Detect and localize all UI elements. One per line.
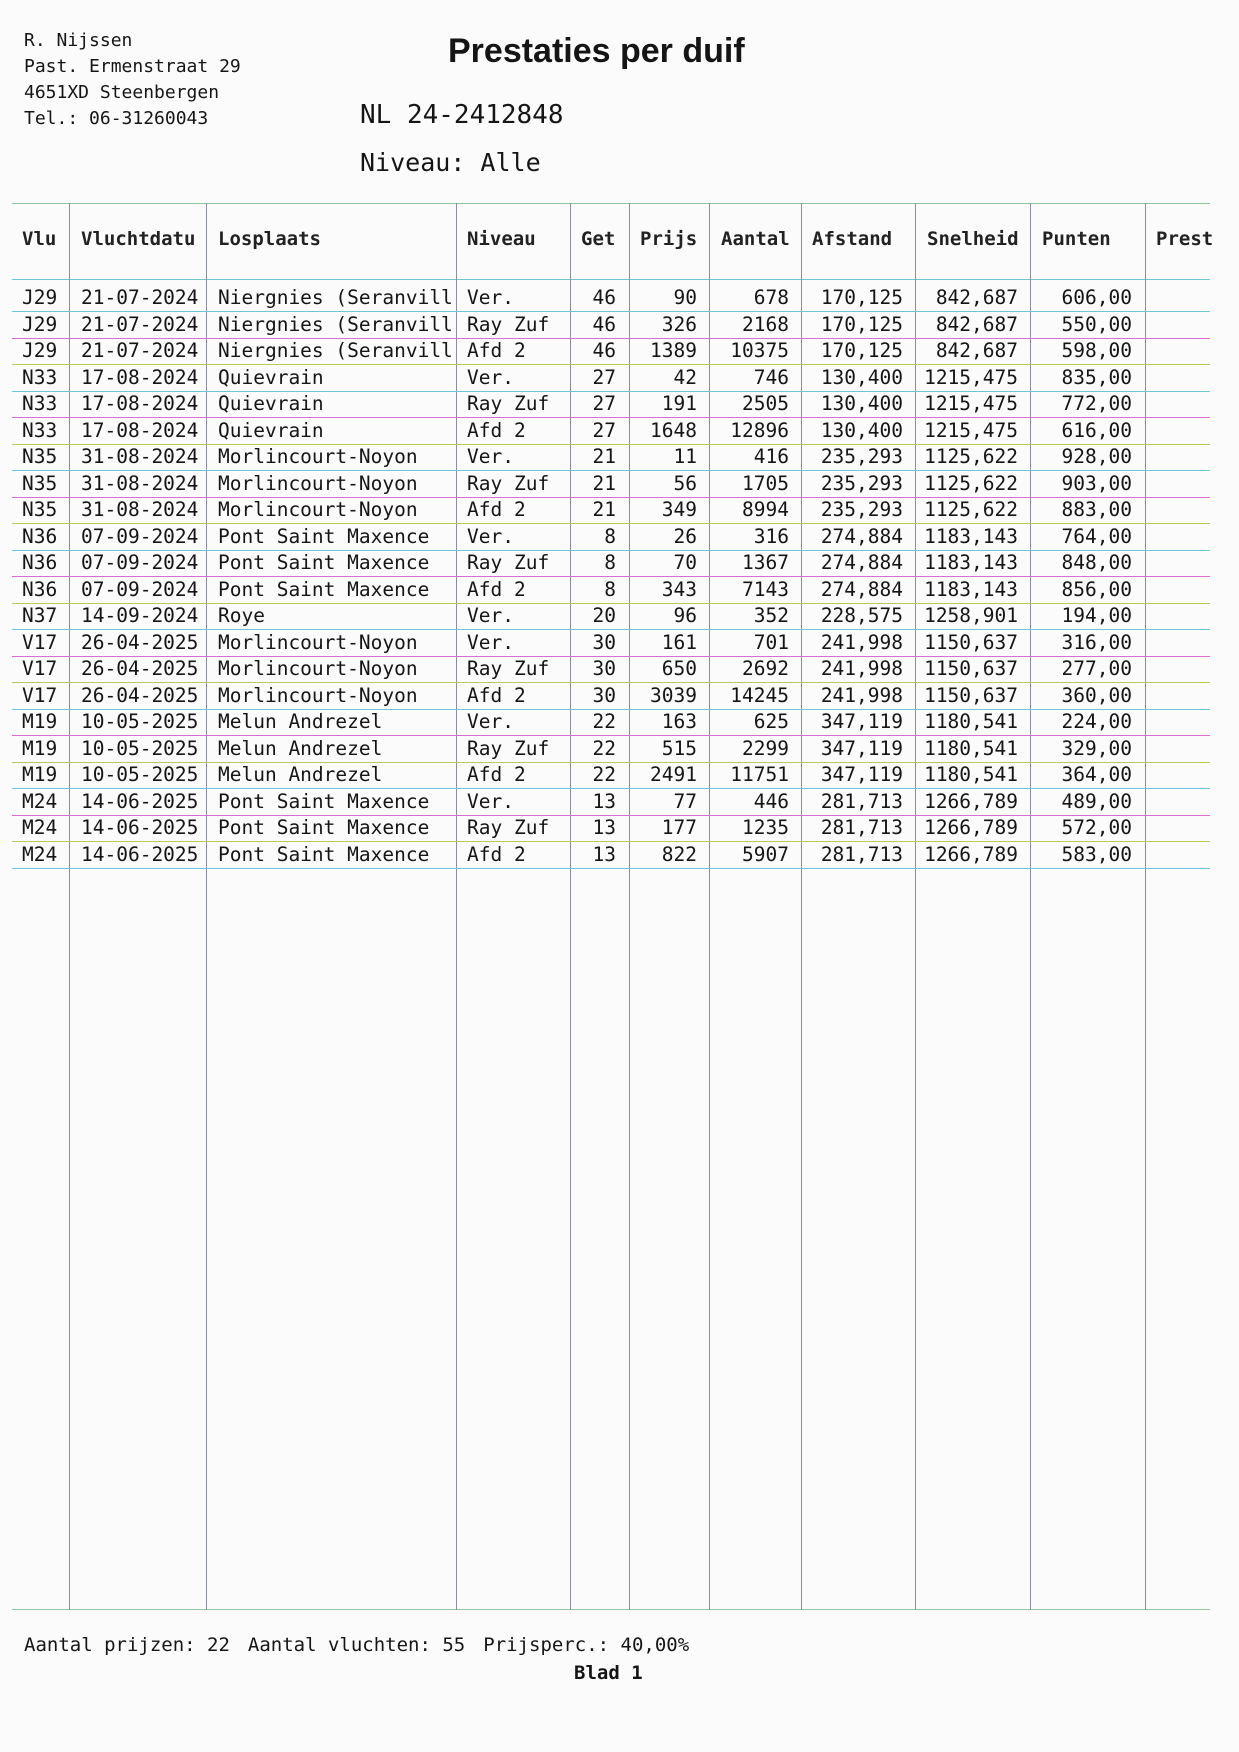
cell-afstand: 170,125 [820,312,903,336]
cell-prijs: 191 [661,392,697,415]
cell-place: Pont Saint Maxence [218,577,430,601]
cell-prijs: 161 [661,630,697,654]
cell-prijs: 96 [673,604,697,627]
cell-vlu: J29 [22,312,58,336]
cell-aantal: 12896 [730,418,789,442]
cell-aantal: 446 [753,789,789,813]
cell-level: Ver. [467,630,514,654]
cell-afstand: 130,400 [820,365,903,389]
cell-date: 26-04-2025 [81,683,199,707]
cell-date: 07-09-2024 [81,524,199,548]
cell-date: 17-08-2024 [81,392,199,415]
sender-street: Past. Ermenstraat 29 [24,56,241,77]
cell-punten: 329,00 [1061,736,1132,760]
cell-get: 20 [592,604,616,627]
cell-date: 26-04-2025 [81,630,199,654]
cell-level: Ver. [467,524,514,548]
cell-level: Ray Zuf [467,392,550,415]
cell-vlu: N35 [22,445,58,468]
cell-level: Ray Zuf [467,657,550,680]
cell-punten: 360,00 [1061,683,1132,707]
cell-prijs: 70 [673,551,697,574]
cell-place: Morlincourt-Noyon [218,498,418,521]
cell-level: Ver. [467,445,514,468]
column-header: Niveau [467,228,536,250]
cell-prijs: 1648 [650,418,697,442]
cell-punten: 835,00 [1061,365,1132,389]
cell-prijs: 56 [673,471,697,495]
cell-place: Pont Saint Maxence [218,816,430,839]
cell-snelheid: 1180,541 [924,736,1018,760]
cell-get: 8 [604,524,616,548]
table-row [0,761,1239,787]
cell-afstand: 241,998 [820,683,903,707]
cell-afstand: 170,125 [820,339,903,362]
cell-get: 22 [592,763,616,786]
cell-get: 22 [592,710,616,733]
cell-get: 8 [604,577,616,601]
table-row [0,364,1239,390]
table-row [0,788,1239,814]
cell-punten: 928,00 [1061,445,1132,468]
cell-punten: 583,00 [1061,842,1132,866]
table-row [0,311,1239,337]
table-row [0,443,1239,469]
sender-address [24,28,241,132]
cell-level: Ver. [467,286,514,309]
cell-aantal: 1367 [742,551,789,574]
cell-place: Niergnies (Seranvill [218,312,453,336]
cell-snelheid: 842,687 [935,312,1018,336]
table-row [0,523,1239,549]
cell-aantal: 2692 [742,657,789,680]
cell-get: 13 [592,842,616,866]
table-row [0,735,1239,761]
cell-punten: 550,00 [1061,312,1132,336]
table-row [0,470,1239,496]
cell-afstand: 347,119 [820,763,903,786]
cell-level: Ver. [467,710,514,733]
table-row [0,682,1239,708]
cell-prijs: 177 [661,816,697,839]
column-header: Prest [1156,228,1214,250]
cell-vlu: M24 [22,842,58,866]
cell-prijs: 343 [661,577,697,601]
cell-get: 30 [592,657,616,680]
cell-snelheid: 1215,475 [924,392,1018,415]
cell-level: Ray Zuf [467,312,550,336]
cell-afstand: 235,293 [820,471,903,495]
cell-vlu: V17 [22,657,58,680]
cell-aantal: 8994 [742,498,789,521]
page-number: Blad 1 [574,1662,643,1684]
cell-aantal: 1235 [742,816,789,839]
cell-get: 30 [592,630,616,654]
cell-place: Quievrain [218,365,324,389]
cell-date: 14-09-2024 [81,604,199,627]
cell-aantal: 701 [753,630,789,654]
cell-prijs: 90 [673,286,697,309]
cell-punten: 616,00 [1061,418,1132,442]
cell-prijs: 1389 [650,339,697,362]
cell-vlu: N33 [22,365,58,389]
cell-level: Afd 2 [467,842,526,866]
cell-aantal: 2299 [742,736,789,760]
table-row [0,814,1239,840]
cell-date: 10-05-2025 [81,736,199,760]
cell-aantal: 2168 [742,312,789,336]
cell-get: 13 [592,789,616,813]
cell-aantal: 5907 [742,842,789,866]
cell-prijs: 77 [673,789,697,813]
cell-vlu: J29 [22,339,58,362]
cell-prijs: 650 [661,657,697,680]
cell-punten: 764,00 [1061,524,1132,548]
table-row [0,390,1239,416]
cell-snelheid: 1150,637 [924,657,1018,680]
cell-date: 17-08-2024 [81,365,199,389]
cell-prijs: 822 [661,842,697,866]
cell-afstand: 241,998 [820,630,903,654]
cell-date: 10-05-2025 [81,763,199,786]
column-header: Vlu [22,228,57,250]
table-row [0,708,1239,734]
table-row [0,284,1239,310]
cell-punten: 606,00 [1061,286,1132,309]
cell-afstand: 235,293 [820,445,903,468]
cell-afstand: 347,119 [820,710,903,733]
cell-level: Afd 2 [467,577,526,601]
cell-punten: 364,00 [1061,763,1132,786]
cell-punten: 277,00 [1061,657,1132,680]
cell-punten: 489,00 [1061,789,1132,813]
row-rule [12,868,1210,869]
cell-level: Ray Zuf [467,816,550,839]
cell-snelheid: 1258,901 [924,604,1018,627]
cell-vlu: N33 [22,418,58,442]
cell-snelheid: 1150,637 [924,630,1018,654]
cell-get: 13 [592,816,616,839]
table-row [0,602,1239,628]
cell-vlu: N36 [22,524,58,548]
table-row [0,841,1239,867]
cell-vlu: V17 [22,683,58,707]
cell-get: 46 [592,339,616,362]
cell-aantal: 416 [753,445,789,468]
cell-prijs: 2491 [650,763,697,786]
cell-punten: 848,00 [1061,551,1132,574]
cell-date: 31-08-2024 [81,471,199,495]
cell-vlu: M24 [22,816,58,839]
cell-punten: 598,00 [1061,339,1132,362]
cell-snelheid: 1266,789 [924,789,1018,813]
cell-afstand: 241,998 [820,657,903,680]
table-row [0,655,1239,681]
sender-name: R. Nijssen [24,30,133,51]
table-row [0,576,1239,602]
cell-afstand: 130,400 [820,418,903,442]
niveau-filter: Niveau: Alle [360,148,541,177]
cell-aantal: 316 [753,524,789,548]
cell-vlu: V17 [22,630,58,654]
cell-afstand: 281,713 [820,842,903,866]
cell-punten: 883,00 [1061,498,1132,521]
column-header: Punten [1042,228,1111,250]
cell-snelheid: 1180,541 [924,763,1018,786]
cell-get: 21 [592,471,616,495]
cell-snelheid: 1183,143 [924,551,1018,574]
cell-level: Afd 2 [467,683,526,707]
cell-afstand: 281,713 [820,789,903,813]
cell-snelheid: 1266,789 [924,816,1018,839]
cell-snelheid: 1183,143 [924,577,1018,601]
cell-get: 27 [592,365,616,389]
sender-phone: Tel.: 06-31260043 [24,108,209,129]
cell-vlu: M19 [22,763,58,786]
cell-vlu: N37 [22,604,58,627]
cell-aantal: 10375 [730,339,789,362]
cell-snelheid: 1215,475 [924,418,1018,442]
cell-date: 14-06-2025 [81,816,199,839]
cell-place: Roye [218,604,265,627]
cell-place: Niergnies (Seranvill [218,339,453,362]
cell-afstand: 274,884 [820,524,903,548]
cell-prijs: 42 [673,365,697,389]
cell-prijs: 349 [661,498,697,521]
cell-date: 21-07-2024 [81,339,199,362]
cell-afstand: 274,884 [820,551,903,574]
cell-prijs: 515 [661,736,697,760]
cell-get: 8 [604,551,616,574]
cell-vlu: N36 [22,551,58,574]
cell-snelheid: 1183,143 [924,524,1018,548]
cell-afstand: 281,713 [820,816,903,839]
cell-get: 30 [592,683,616,707]
cell-vlu: N35 [22,471,58,495]
cell-place: Melun Andrezel [218,736,383,760]
cell-place: Morlincourt-Noyon [218,657,418,680]
cell-aantal: 2505 [742,392,789,415]
cell-prijs: 26 [673,524,697,548]
cell-snelheid: 1215,475 [924,365,1018,389]
column-header: Get [581,228,616,250]
cell-place: Pont Saint Maxence [218,524,430,548]
cell-get: 22 [592,736,616,760]
cell-aantal: 625 [753,710,789,733]
cell-place: Niergnies (Seranvill [218,286,453,309]
table-row [0,417,1239,443]
cell-place: Pont Saint Maxence [218,842,430,866]
ring-number: NL 24-2412848 [360,100,564,130]
cell-aantal: 11751 [730,763,789,786]
cell-get: 21 [592,445,616,468]
flight-count: Aantal vluchten: 55 [247,1634,466,1656]
cell-prijs: 326 [661,312,697,336]
cell-aantal: 746 [753,365,789,389]
cell-punten: 194,00 [1061,604,1132,627]
cell-get: 46 [592,286,616,309]
cell-get: 46 [592,312,616,336]
cell-punten: 572,00 [1061,816,1132,839]
cell-vlu: M19 [22,736,58,760]
table-row [0,337,1239,363]
cell-aantal: 352 [753,604,789,627]
cell-snelheid: 1125,622 [924,445,1018,468]
cell-date: 10-05-2025 [81,710,199,733]
cell-level: Ray Zuf [467,471,550,495]
cell-afstand: 235,293 [820,498,903,521]
cell-snelheid: 842,687 [935,286,1018,309]
cell-level: Ray Zuf [467,736,550,760]
cell-vlu: M19 [22,710,58,733]
cell-punten: 224,00 [1061,710,1132,733]
cell-place: Morlincourt-Noyon [218,683,418,707]
column-header: Prijs [640,228,698,250]
cell-level: Afd 2 [467,498,526,521]
cell-punten: 856,00 [1061,577,1132,601]
cell-vlu: N33 [22,392,58,415]
cell-aantal: 1705 [742,471,789,495]
cell-prijs: 11 [673,445,697,468]
cell-place: Morlincourt-Noyon [218,445,418,468]
cell-place: Quievrain [218,418,324,442]
cell-aantal: 7143 [742,577,789,601]
cell-place: Pont Saint Maxence [218,789,430,813]
cell-get: 21 [592,498,616,521]
cell-date: 17-08-2024 [81,418,199,442]
cell-place: Pont Saint Maxence [218,551,430,574]
table-row [0,629,1239,655]
cell-vlu: N35 [22,498,58,521]
cell-punten: 316,00 [1061,630,1132,654]
cell-prijs: 3039 [650,683,697,707]
cell-date: 31-08-2024 [81,498,199,521]
page-title: Prestaties per duif [448,32,745,70]
column-header: Afstand [812,228,893,250]
cell-snelheid: 1266,789 [924,842,1018,866]
cell-afstand: 130,400 [820,392,903,415]
cell-level: Afd 2 [467,418,526,442]
cell-afstand: 274,884 [820,577,903,601]
cell-date: 21-07-2024 [81,312,199,336]
cell-place: Melun Andrezel [218,763,383,786]
footer-stats [24,1634,707,1656]
cell-snelheid: 1150,637 [924,683,1018,707]
cell-date: 31-08-2024 [81,445,199,468]
cell-place: Morlincourt-Noyon [218,630,418,654]
cell-date: 14-06-2025 [81,842,199,866]
cell-date: 21-07-2024 [81,286,199,309]
sender-city: 4651XD Steenbergen [24,82,220,103]
cell-level: Ver. [467,604,514,627]
cell-snelheid: 1125,622 [924,471,1018,495]
cell-get: 27 [592,418,616,442]
cell-vlu: J29 [22,286,58,309]
cell-snelheid: 1180,541 [924,710,1018,733]
cell-afstand: 170,125 [820,286,903,309]
cell-punten: 903,00 [1061,471,1132,495]
cell-date: 07-09-2024 [81,551,199,574]
table-row [0,549,1239,575]
cell-level: Ver. [467,789,514,813]
column-header: Snelheid [927,228,1019,250]
cell-date: 07-09-2024 [81,577,199,601]
cell-level: Afd 2 [467,339,526,362]
cell-date: 26-04-2025 [81,657,199,680]
cell-level: Ver. [467,365,514,389]
prize-count: Aantal prijzen: 22 [24,1634,230,1656]
cell-date: 14-06-2025 [81,789,199,813]
cell-punten: 772,00 [1061,392,1132,415]
cell-snelheid: 842,687 [935,339,1018,362]
cell-aantal: 678 [753,286,789,309]
column-header: Losplaats [218,228,321,250]
column-header: Aantal [721,228,790,250]
prize-percentage: Prijsperc.: 40,00% [483,1634,690,1656]
cell-level: Ray Zuf [467,551,550,574]
cell-prijs: 163 [661,710,697,733]
cell-place: Quievrain [218,392,324,415]
cell-snelheid: 1125,622 [924,498,1018,521]
cell-afstand: 347,119 [820,736,903,760]
table-row [0,496,1239,522]
cell-vlu: N36 [22,577,58,601]
cell-place: Morlincourt-Noyon [218,471,418,495]
cell-place: Melun Andrezel [218,710,383,733]
cell-vlu: M24 [22,789,58,813]
cell-afstand: 228,575 [820,604,903,627]
cell-aantal: 14245 [730,683,789,707]
column-header: Vluchtdatu [81,228,196,250]
cell-get: 27 [592,392,616,415]
cell-level: Afd 2 [467,763,526,786]
